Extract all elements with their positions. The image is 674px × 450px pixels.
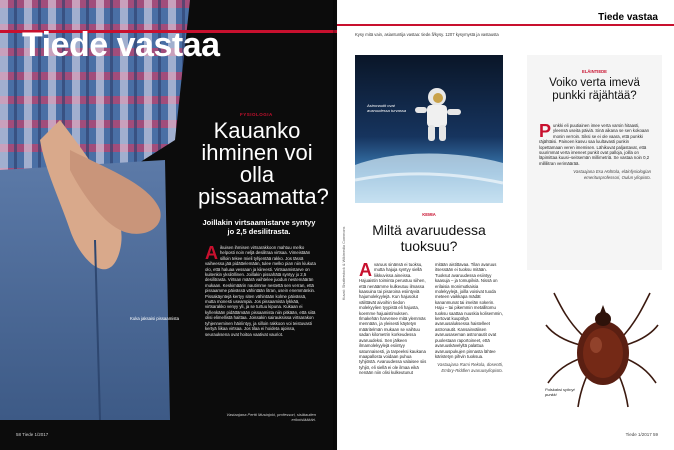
article-kicker: KEMIA [422,212,436,217]
astronaut-photo-illustration [355,55,503,203]
tick-photo [542,275,662,420]
sidebar-kicker: ELÄINTIEDE [582,69,607,74]
astronaut-photo [355,55,503,203]
spine-gutter [333,0,341,450]
article-column-1-text: varuus sinänsä ei tuoksu, mutta hajuja syntyy siellä liikkuvissa aineissa. Hajuaistin toiminta perustuu siihen, että nenäämme kulkeutuu ilmassa kaasuina tai pisaroina esiintyviä hajumolekyylejä. Kun hajusolut välittävät aivoihin tiedon molekyylien tyypistä eli hajusta, koemme hajuaistimuksen. Ilmakehän harvenee mitä ylemmäs mennään, ja yleisesti käytetyn määritelmän mukaan se vaihtuu sadan kilometrin korkeudessa avaruudeksi. Sen jälkeen ilmamolekyylejä esiintyy satunnaisesti, ja tarpeeksi kaukana maapallosta voidaan puhua tyhjiöstä. Avaruudessa valaisee siis tyhjiö, eli siellä ei ole ilmaa eikä nenään niin olisi kulkeutunut [359,262,427,376]
page-folio: Tiede 1/2017 59 [625,432,658,437]
page-folio: 58 Tiede 1/2017 [16,432,49,437]
section-title: Tiede vastaa [22,26,220,64]
sidebar-body-text: unkki eli puutiainen imee verta varsin hitaasti, yleensä useita päiviä. Sinä aikana se sen kokoaan monin verroin. Siksi se ei ole vaara, että punkki räjähtäisi. Painoen kasvu saa luultavasti punkin lopettamaan veren imemisen. Lähikuvat paljastavat, että suurimmat verta imeneet punkit ovat palloja, joilla on läpimittaa kuusi–seitsemän millimetriä. Se vastaa noin 0,2 millilitran verimäärää. [539,123,650,166]
article-headline: Kauanko ihminen voi olla pissaamatta? [198,118,329,209]
photo-caption: Kuka jaksaisi pissaamista [130,316,179,321]
dropcap: A [359,260,372,280]
article-signoff: Vastaajana Pertti Mustajoki, professori, sisätautien erikoislääkäri. [226,412,316,422]
article-column-2-text: mitään aistittavaa. Tilan avaruus itsessään ei tuoksu mitään. Tuoksut avaruudessa esiintyy kaasuja – ja tomupilviä. Nissä on erilaisia monimutkaisia molekyylejä, joilla voisivat tuoda meteen vaikkapa mädät kananmunat tai imelän sokerin. Haju – tai pikemmin metallitomu tuoksu saattaa nuuskia kolisemmin, kertovat kuupölyä avaruusaluksessa haistelleet astronautit. Kansainvälisen avaruusaseman astronautit ovat puolestaan raportoineet, että avaruuskävelyltä palattua avaruuspukujen pinnasta lähtee käristetyn pihvin tuoksua. [435,262,503,359]
sidebar-headline: Voiko verta imevä punkki räjähtää? [549,77,640,102]
sidebar-body [539,123,651,180]
article-kicker: FYSIOLOGIA [240,112,273,117]
right-page [337,0,674,450]
article-body-text: ikuisen ihmisen virtsarakkoon mahtuu melko helposti noin neljä desilitraa virtsaa. Vimeistään silloin tekee mieli tyhjentää rakko. Jos tässä vaiheessa jää pidättelemään, tulee melko pian niin kiukuta olo, että haluaa vessaan ja kiireesti. Virtsaamistarve on kuitenkin yksilöllinen. Joillakin pissahätä syntyy jo 2,5 desilitrasta. Virtsan määrä vaihtelee juodun nestemäärän mukaan. Keskimäärin nautimme nestettä sen verran, että pissaamme päivässä vähintään litran, usein enemmänkin. Pissakäyntejä kertyy siten vähintään kolme päivässä, mutta monesti useampia. Jos pissaamista lykkää, virtsarakko venyy yli, ja se turtuu kipuna. Kukaan ei kyllenkään pidättämään pissaamista niin pitkään, että siitä olisi elimellistä haittaa. Joissakin sairauksissa virtsarakon tyhjenneminen häiriintyy, ja silloin rakkoon voi teistuvasti kertyä liikaa virtsaa. Jos tilaa ei hoideta ajoissa, seurauksena ovat hoitoa vaativat vauriot. [205,245,316,337]
dropcap: P [539,121,552,141]
article-column-2 [435,262,503,373]
article-body [205,245,317,337]
tick-photo-caption: Pulskaksi syönyt punkki [545,387,575,397]
article-lead: Joillakin virtsaamistarve syntyy jo 2,5 desilitrasta. [202,218,316,236]
section-rule [337,24,674,26]
ask-teaser: Kysy mitä vain, asiantuntija vastaa: tiede.fi/kysy. 1207 kysymystä ja vastausta [355,32,499,37]
article-headline: Miltä avaruudessa tuoksuu? [372,222,486,254]
article-signoff: Vastaajana Rami Rekola, dosentti, Embry-Riddlen avaruusyliopisto. [437,362,503,373]
tick-photo-illustration [542,275,662,420]
photo-credit: Kuvat: Shutterstock & Wikimedia Commons [342,226,346,300]
dropcap: A [205,243,218,263]
section-title: Tiede vastaa [598,12,658,23]
astronaut-photo-caption: Astronautit ovat avaruudessa turvassa [367,103,407,113]
article-column-1 [359,262,427,376]
sidebar-article [527,55,662,270]
sidebar-signoff: Vastaajana Esa Hohtola, eläinfysiologian emeritusprofessori, Oulun yliopisto. [573,169,651,180]
